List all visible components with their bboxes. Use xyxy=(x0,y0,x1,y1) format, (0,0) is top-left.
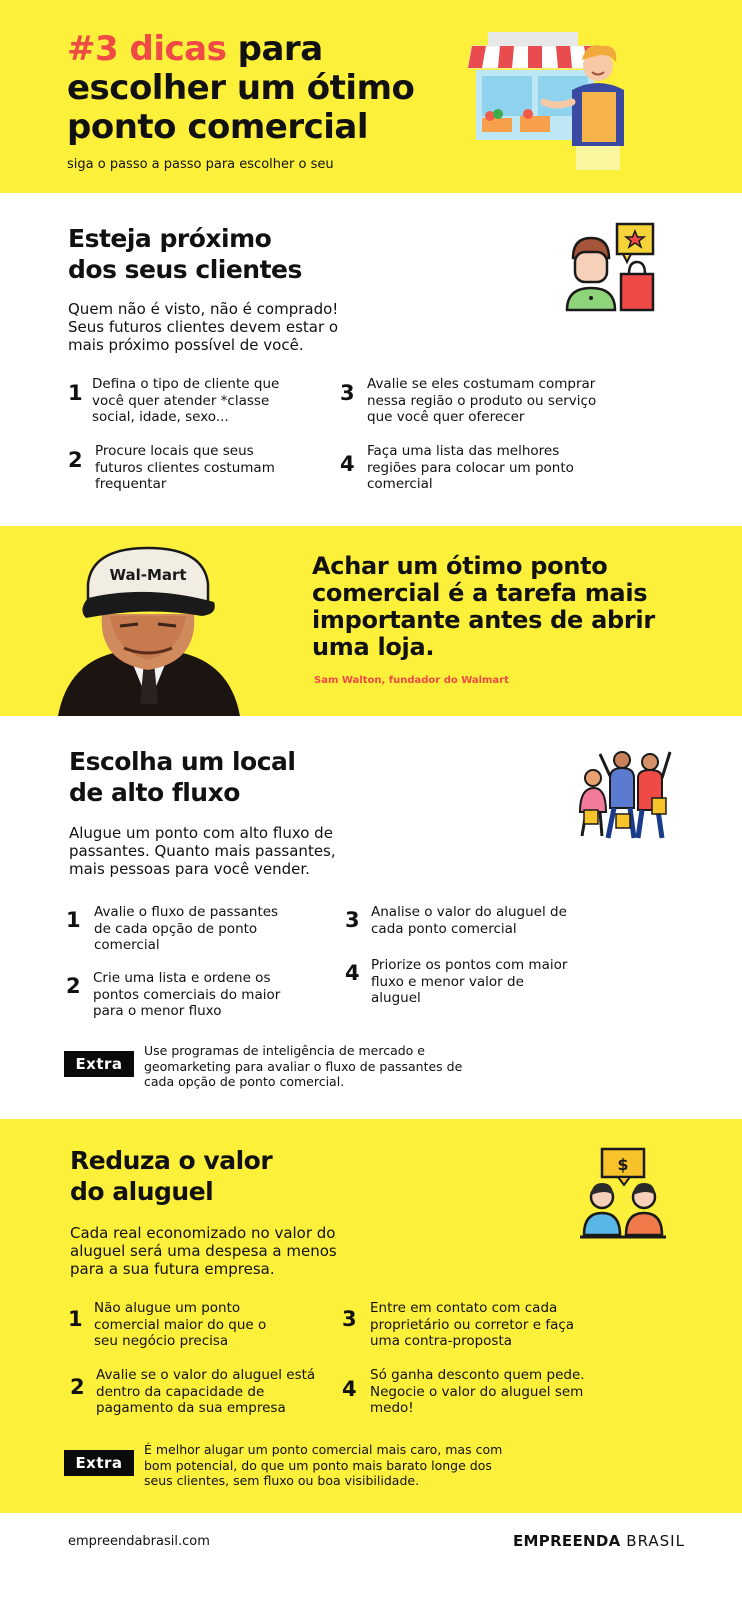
hero-title xyxy=(67,30,447,147)
section2-item-number: 4 xyxy=(345,961,360,985)
section1-title-line1: Esteja próximo xyxy=(68,224,272,253)
section1-item-number: 4 xyxy=(340,452,355,476)
section3-item-number: 4 xyxy=(342,1377,357,1401)
quote-section xyxy=(0,526,742,716)
section2-item: Crie uma lista e ordene os pontos comerciais do maior para o menor fluxo xyxy=(93,970,281,1019)
customer-shopping-bag-icon xyxy=(565,222,657,312)
hero-subtitle: siga o passo a passo para escolher o seu xyxy=(67,157,334,172)
sam-walton-portrait xyxy=(58,544,240,716)
hero-title-part: para xyxy=(226,29,323,69)
section1-item: Procure locais que seus futuros clientes costumam frequentar xyxy=(95,443,275,492)
hero-title-line2: escolher um ótimo xyxy=(67,68,415,108)
section3-item-number: 1 xyxy=(68,1307,83,1331)
section2-item: Analise o valor do aluguel de cada ponto comercial xyxy=(371,904,567,937)
section2-title xyxy=(69,746,295,808)
section1-item: Defina o tipo de cliente que você quer atender *classe social, idade, sexo... xyxy=(92,376,280,425)
section3-extra-text: É melhor alugar um ponto comercial mais caro, mas com bom potencial, do que um ponto mais barato longe dos seus clientes, sem fluxo ou boa visibilidade. xyxy=(144,1442,503,1488)
shop-vendor-icon xyxy=(468,28,633,170)
section3-item: Só ganha desconto quem pede. Negocie o valor do aluguel sem medo! xyxy=(370,1367,585,1416)
section2-title-line1: Escolha um local xyxy=(69,747,296,776)
extra-badge: Extra xyxy=(64,1450,134,1476)
section2-item-number: 1 xyxy=(66,908,81,932)
section1-item-number: 2 xyxy=(68,448,83,472)
brand-logo-bold: EMPREENDA xyxy=(513,1532,621,1550)
section2-extra-text: Use programas de inteligência de mercado e geomarketing para avaliar o fluxo de passantes de cada opção de ponto comercial. xyxy=(144,1043,463,1089)
brand-logo xyxy=(513,1532,685,1550)
hero-title-line3: ponto comercial xyxy=(67,107,369,147)
section3-item-number: 2 xyxy=(70,1375,85,1399)
negotiation-money-icon xyxy=(580,1147,668,1241)
section1-item: Avalie se eles costumam comprar nessa região o produto ou serviço que você quer oferecer xyxy=(367,376,597,425)
section1-title xyxy=(68,223,302,285)
footer-url[interactable]: empreendabrasil.com xyxy=(68,1534,210,1549)
section2-item-number: 3 xyxy=(345,908,360,932)
shoppers-crowd-icon xyxy=(576,748,674,840)
section2-item-number: 2 xyxy=(66,974,81,998)
section1-item: Faça uma lista das melhores regiões para colocar um ponto comercial xyxy=(367,443,574,492)
section3-item: Entre em contato com cada proprietário ou corretor e faça uma contra-proposta xyxy=(370,1300,575,1349)
hero-title-accent: #3 dicas xyxy=(67,29,227,69)
footer xyxy=(0,1513,742,1600)
section1-item-number: 1 xyxy=(68,381,83,405)
cap-text: Wal-Mart xyxy=(109,566,187,584)
section3-item: Avalie se o valor do aluguel está dentro da capacidade de pagamento da sua empresa xyxy=(96,1367,316,1416)
extra-badge: Extra xyxy=(64,1051,134,1077)
section1-title-line2: dos seus clientes xyxy=(68,255,302,284)
section1-lead: Quem não é visto, não é comprado! Seus futuros clientes devem estar o mais próximo possível de você. xyxy=(68,300,339,354)
section3-title-line2: do aluguel xyxy=(70,1177,214,1206)
section3-lead: Cada real economizado no valor do aluguel será uma despesa a menos para a sua futura empresa. xyxy=(70,1224,337,1278)
section3-title xyxy=(70,1145,272,1207)
quote-author: Sam Walton, fundador do Walmart xyxy=(314,675,509,686)
brand-logo-light: BRASIL xyxy=(620,1532,685,1550)
section3-title-line1: Reduza o valor xyxy=(70,1146,273,1175)
section2-title-line2: de alto fluxo xyxy=(69,778,240,807)
section2-lead: Alugue um ponto com alto fluxo de passantes. Quanto mais passantes, mais pessoas para você vender. xyxy=(69,824,336,878)
svg-text:$: $ xyxy=(617,1155,629,1174)
section-close-to-clients xyxy=(0,193,742,526)
section2-item: Avalie o fluxo de passantes de cada opção de ponto comercial xyxy=(94,904,279,953)
section3-item-number: 3 xyxy=(342,1307,357,1331)
section2-item: Priorize os pontos com maior fluxo e menor valor de aluguel xyxy=(371,957,568,1006)
section-high-traffic xyxy=(0,716,742,1119)
section-reduce-rent xyxy=(0,1119,742,1513)
section3-item: Não alugue um ponto comercial maior do que o seu negócio precisa xyxy=(94,1300,267,1349)
section1-item-number: 3 xyxy=(340,381,355,405)
quote-text: Achar um ótimo ponto comercial é a tarefa mais importante antes de abrir uma loja. xyxy=(312,552,655,661)
hero-section xyxy=(0,0,742,193)
